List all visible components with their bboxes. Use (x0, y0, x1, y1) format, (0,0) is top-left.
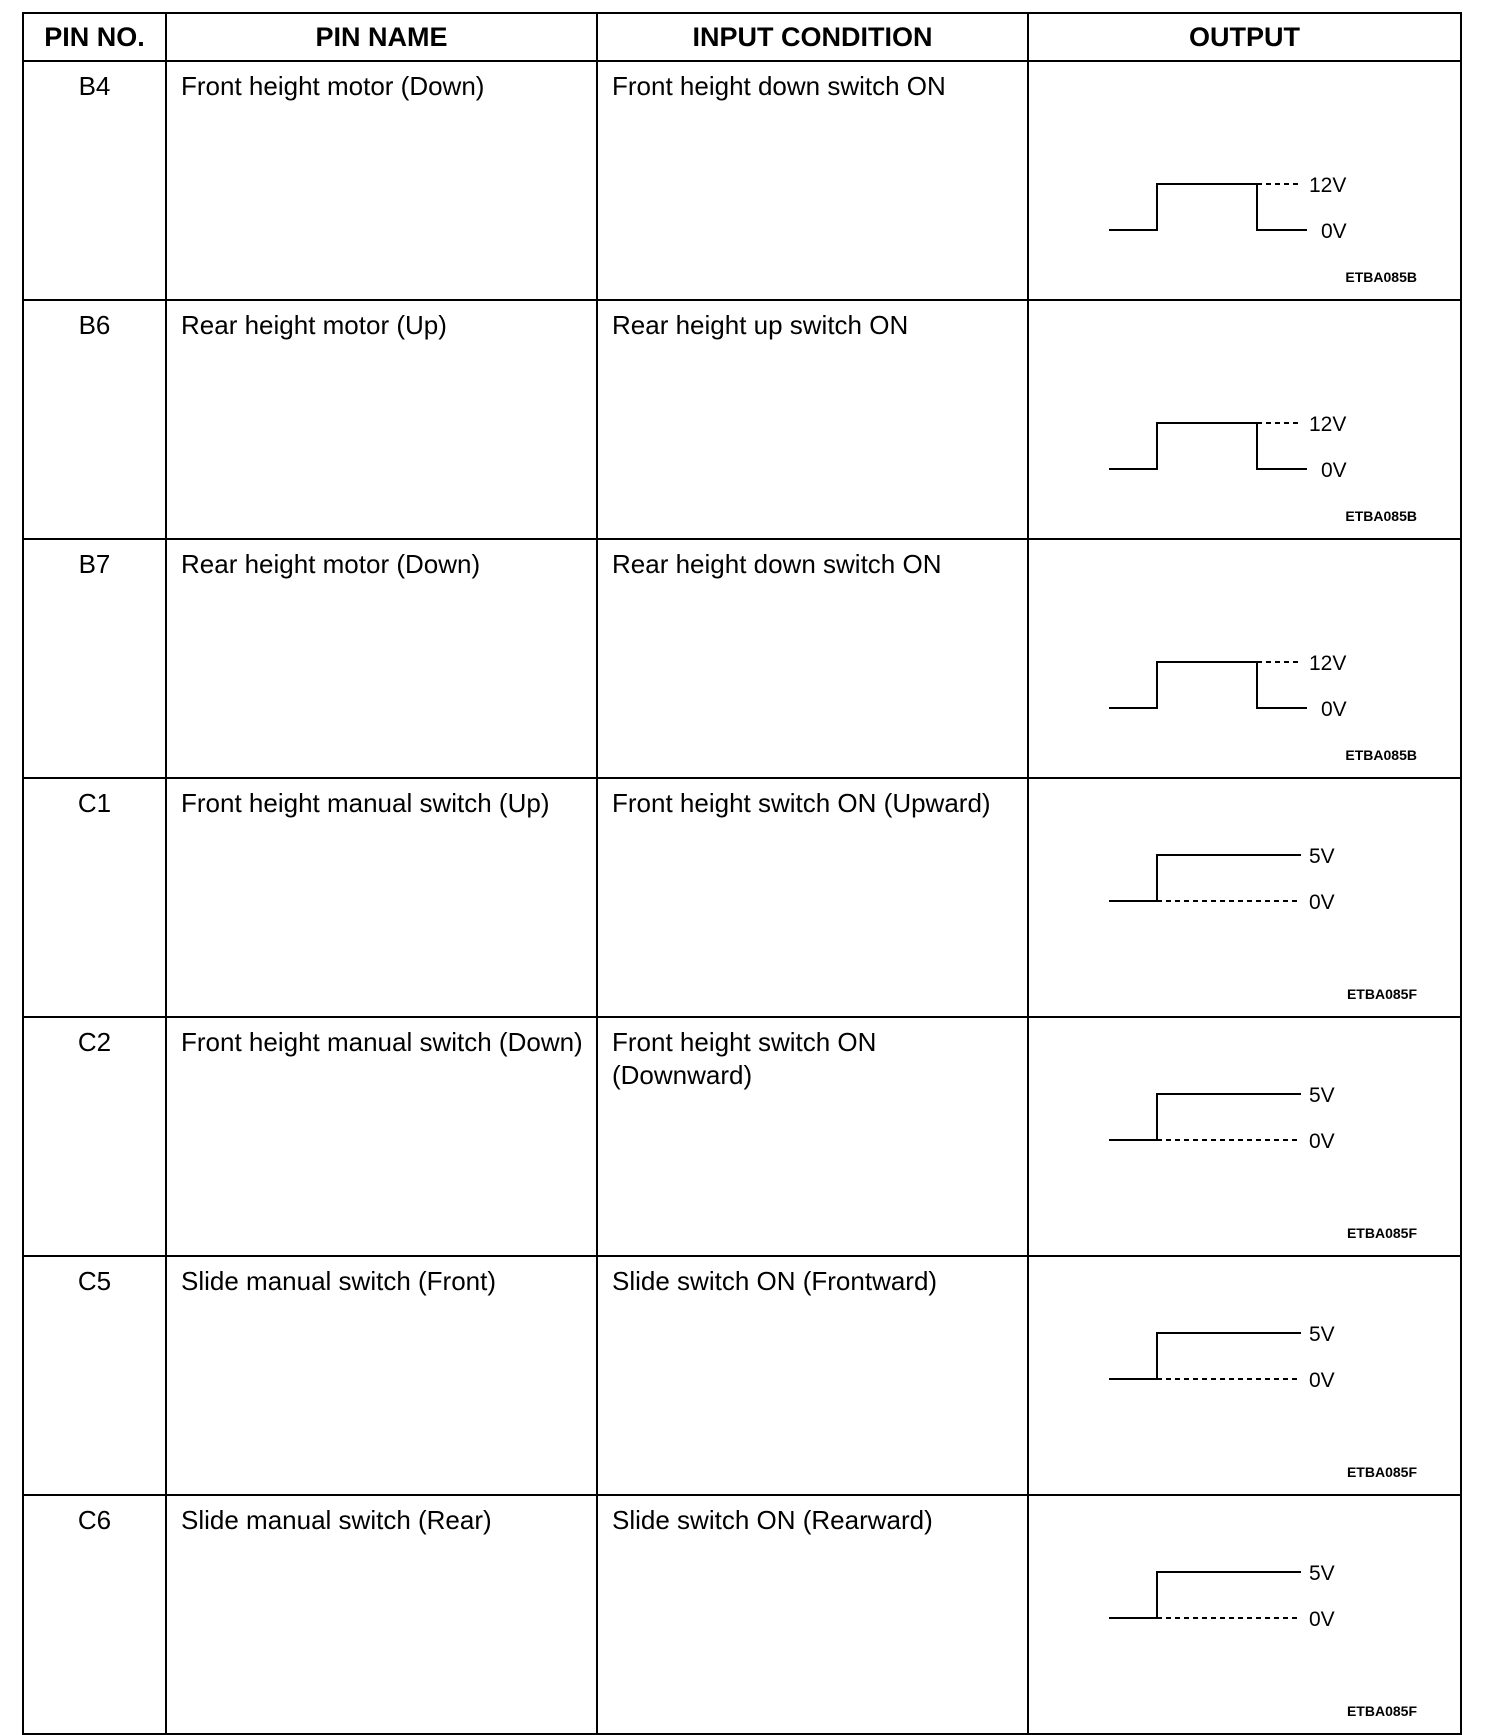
high-voltage-label: 12V (1309, 652, 1347, 675)
input-condition: Slide switch ON (Rearward) (597, 1495, 1028, 1734)
header-pin-no: PIN NO. (23, 13, 166, 61)
figure-code: ETBA085F (1346, 1464, 1417, 1480)
waveform-signal-line (1109, 1333, 1301, 1379)
output-waveform-cell (1028, 1256, 1461, 1495)
pin-number: C6 (23, 1495, 166, 1734)
pin-name: Slide manual switch (Rear) (166, 1495, 597, 1734)
pin-name: Rear height motor (Up) (166, 300, 597, 539)
high-voltage-label: 5V (1309, 1562, 1335, 1585)
high-voltage-label: 5V (1309, 845, 1335, 868)
high-voltage-label: 5V (1309, 1084, 1335, 1107)
table-row (23, 61, 1461, 300)
pulse-waveform-diagram (1029, 540, 1462, 769)
waveform-signal-line (1109, 184, 1307, 230)
output-waveform-cell (1028, 300, 1461, 539)
header-output: OUTPUT (1028, 13, 1461, 61)
output-waveform-cell (1028, 1017, 1461, 1256)
figure-code: ETBA085F (1346, 1703, 1417, 1719)
low-voltage-label: 0V (1321, 220, 1347, 243)
input-condition: Front height down switch ON (597, 61, 1028, 300)
high-voltage-label: 12V (1309, 174, 1347, 197)
waveform-signal-line (1109, 662, 1307, 708)
pin-number: C2 (23, 1017, 166, 1256)
figure-code: ETBA085F (1346, 986, 1417, 1002)
step-waveform-diagram (1029, 1496, 1462, 1725)
pin-number: B7 (23, 539, 166, 778)
figure-code: ETBA085B (1345, 508, 1417, 524)
figure-code: ETBA085B (1345, 269, 1417, 285)
output-waveform-cell (1028, 778, 1461, 1017)
header-row (23, 13, 1461, 61)
input-condition: Front height switch ON (Upward) (597, 778, 1028, 1017)
table-row (23, 300, 1461, 539)
low-voltage-label: 0V (1309, 1130, 1335, 1153)
pin-name: Front height manual switch (Up) (166, 778, 597, 1017)
waveform-signal-line (1109, 1572, 1301, 1618)
table-row (23, 1017, 1461, 1256)
pin-name: Front height motor (Down) (166, 61, 597, 300)
step-waveform-diagram (1029, 1018, 1462, 1247)
input-condition: Rear height up switch ON (597, 300, 1028, 539)
figure-code: ETBA085F (1346, 1225, 1417, 1241)
input-condition: Slide switch ON (Frontward) (597, 1256, 1028, 1495)
output-waveform-cell (1028, 61, 1461, 300)
pin-number: C1 (23, 778, 166, 1017)
table-row (23, 778, 1461, 1017)
waveform-signal-line (1109, 423, 1307, 469)
pin-name: Slide manual switch (Front) (166, 1256, 597, 1495)
waveform-signal-line (1109, 1094, 1301, 1140)
low-voltage-label: 0V (1309, 1369, 1335, 1392)
pin-output-table (22, 12, 1462, 1735)
table-row (23, 539, 1461, 778)
header-pin-name: PIN NAME (166, 13, 597, 61)
pulse-waveform-diagram (1029, 301, 1462, 530)
low-voltage-label: 0V (1321, 459, 1347, 482)
output-waveform-cell (1028, 1495, 1461, 1734)
table-row (23, 1256, 1461, 1495)
low-voltage-label: 0V (1309, 1608, 1335, 1631)
low-voltage-label: 0V (1309, 891, 1335, 914)
figure-code: ETBA085B (1345, 747, 1417, 763)
pulse-waveform-diagram (1029, 62, 1462, 291)
output-waveform-cell (1028, 539, 1461, 778)
header-input-condition: INPUT CONDITION (597, 13, 1028, 61)
step-waveform-diagram (1029, 1257, 1462, 1486)
pin-number: B6 (23, 300, 166, 539)
table-row (23, 1495, 1461, 1734)
pin-number: B4 (23, 61, 166, 300)
step-waveform-diagram (1029, 779, 1462, 1008)
waveform-signal-line (1109, 855, 1301, 901)
pin-name: Front height manual switch (Down) (166, 1017, 597, 1256)
high-voltage-label: 5V (1309, 1323, 1335, 1346)
input-condition: Rear height down switch ON (597, 539, 1028, 778)
input-condition: Front height switch ON (Downward) (597, 1017, 1028, 1256)
low-voltage-label: 0V (1321, 698, 1347, 721)
high-voltage-label: 12V (1309, 413, 1347, 436)
pin-number: C5 (23, 1256, 166, 1495)
pin-name: Rear height motor (Down) (166, 539, 597, 778)
